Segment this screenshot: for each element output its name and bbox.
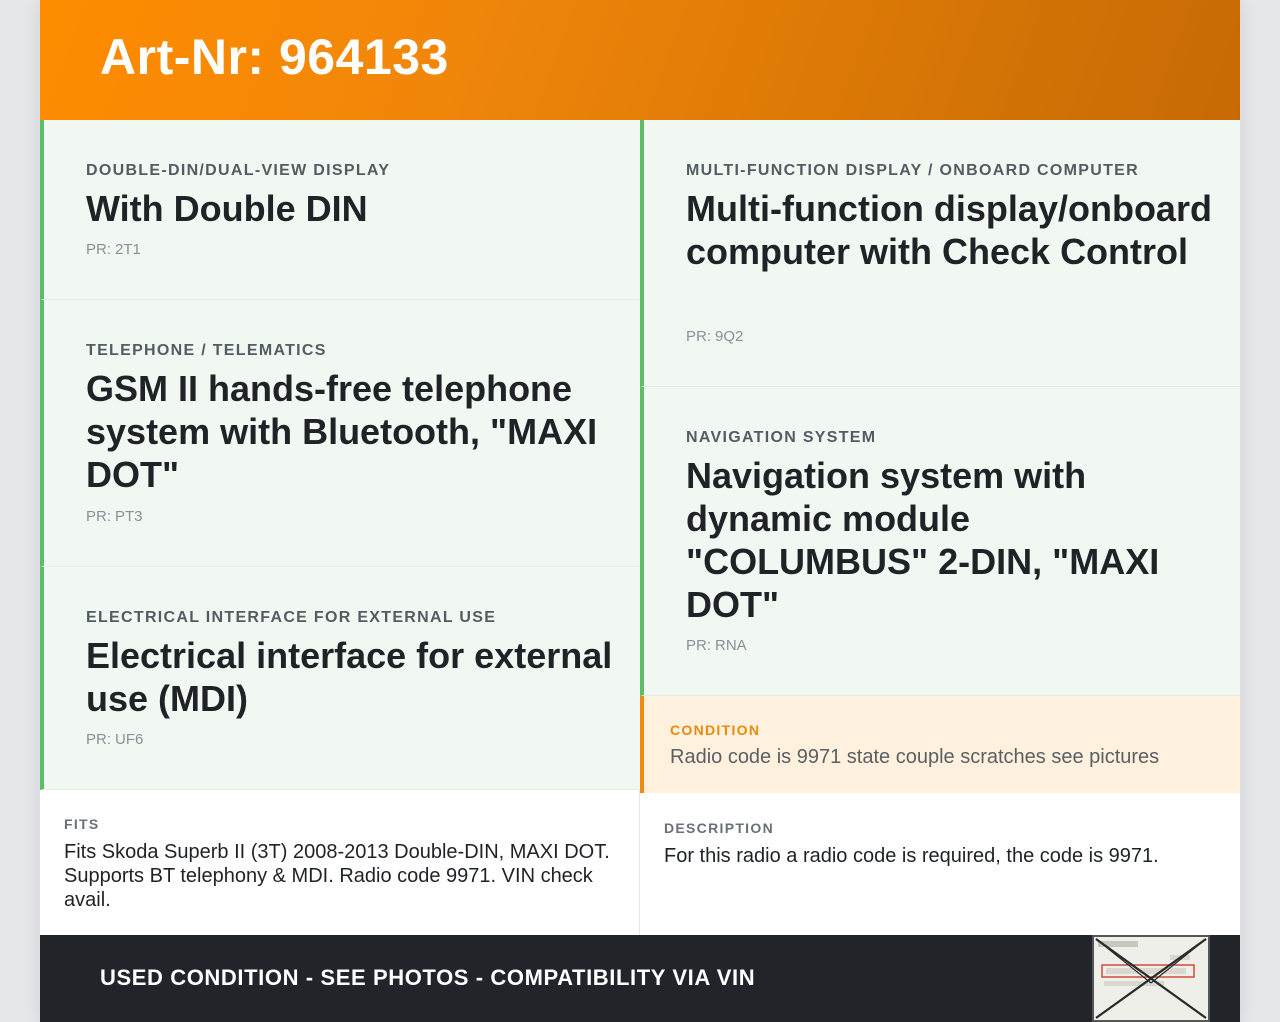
feature-pr-code <box>86 731 143 748</box>
feature-title: Multi-function display/onboard computer with Check Control <box>686 188 1212 272</box>
feature-title: GSM II hands-free telephone system with Bluetooth, "MAXI DOT" <box>86 368 598 495</box>
pr-value: 2T1 <box>115 241 141 258</box>
condition-box <box>640 696 1240 793</box>
pr-label: PR: <box>86 241 112 258</box>
header-banner <box>40 0 1240 120</box>
feature-category: NAVIGATION SYSTEM <box>686 429 877 446</box>
condition-label: CONDITION <box>670 722 761 738</box>
description-text: For this radio a radio code is required, the code is 9971. <box>664 845 1159 867</box>
feature-card-navigation <box>640 387 1240 696</box>
product-sheet <box>40 0 1240 1022</box>
feature-pr-code <box>86 508 143 525</box>
feature-category: DOUBLE-DIN/DUAL-VIEW DISPLAY <box>86 162 391 179</box>
feature-category: TELEPHONE / TELEMATICS <box>86 342 327 359</box>
fits-label: FITS <box>64 816 100 832</box>
radio-code-card-thumbnail-icon[interactable] <box>1092 935 1210 1022</box>
description-section <box>640 794 1240 935</box>
column-divider <box>639 790 640 935</box>
feature-card-multifunction-display <box>640 120 1240 387</box>
feature-card-telephone <box>40 300 640 567</box>
radio-code-card-icon <box>1094 937 1208 1020</box>
feature-title: Electrical interface for external use (MDI) <box>86 635 613 719</box>
feature-pr-code <box>686 328 743 345</box>
pr-label: PR: <box>86 731 112 748</box>
feature-category: ELECTRICAL INTERFACE FOR EXTERNAL USE <box>86 609 497 626</box>
fits-text: Fits Skoda Superb II (3T) 2008-2013 Double-DIN, MAXI DOT. Supports BT telephony & MDI. Radio code 9971. VIN check avail. <box>64 841 610 911</box>
pr-label: PR: <box>686 328 712 345</box>
condition-text: Radio code is 9971 state couple scratches see pictures <box>670 746 1160 768</box>
pr-value: 9Q2 <box>715 328 744 345</box>
feature-category: MULTI-FUNCTION DISPLAY / ONBOARD COMPUTER <box>686 162 1140 179</box>
pr-label: PR: <box>686 637 712 654</box>
feature-card-double-din <box>40 120 640 300</box>
pr-label: PR: <box>86 508 112 525</box>
article-number-title: Art-Nr: 964133 <box>100 29 449 85</box>
pr-value: PT3 <box>115 508 143 525</box>
feature-title: With Double DIN <box>86 188 368 229</box>
footer-slogan: USED CONDITION - SEE PHOTOS - COMPATIBILITY VIA VIN <box>100 965 756 990</box>
pr-value: RNA <box>715 637 747 654</box>
footer-bar <box>40 935 1240 1022</box>
feature-pr-code <box>86 241 141 258</box>
description-label: DESCRIPTION <box>664 820 774 836</box>
pr-value: UF6 <box>115 731 144 748</box>
feature-pr-code <box>686 637 747 654</box>
fits-section <box>40 790 640 935</box>
feature-title: Navigation system with dynamic module "COLUMBUS" 2-DIN, "MAXI DOT" <box>686 455 1160 625</box>
feature-card-mdi <box>40 567 640 790</box>
